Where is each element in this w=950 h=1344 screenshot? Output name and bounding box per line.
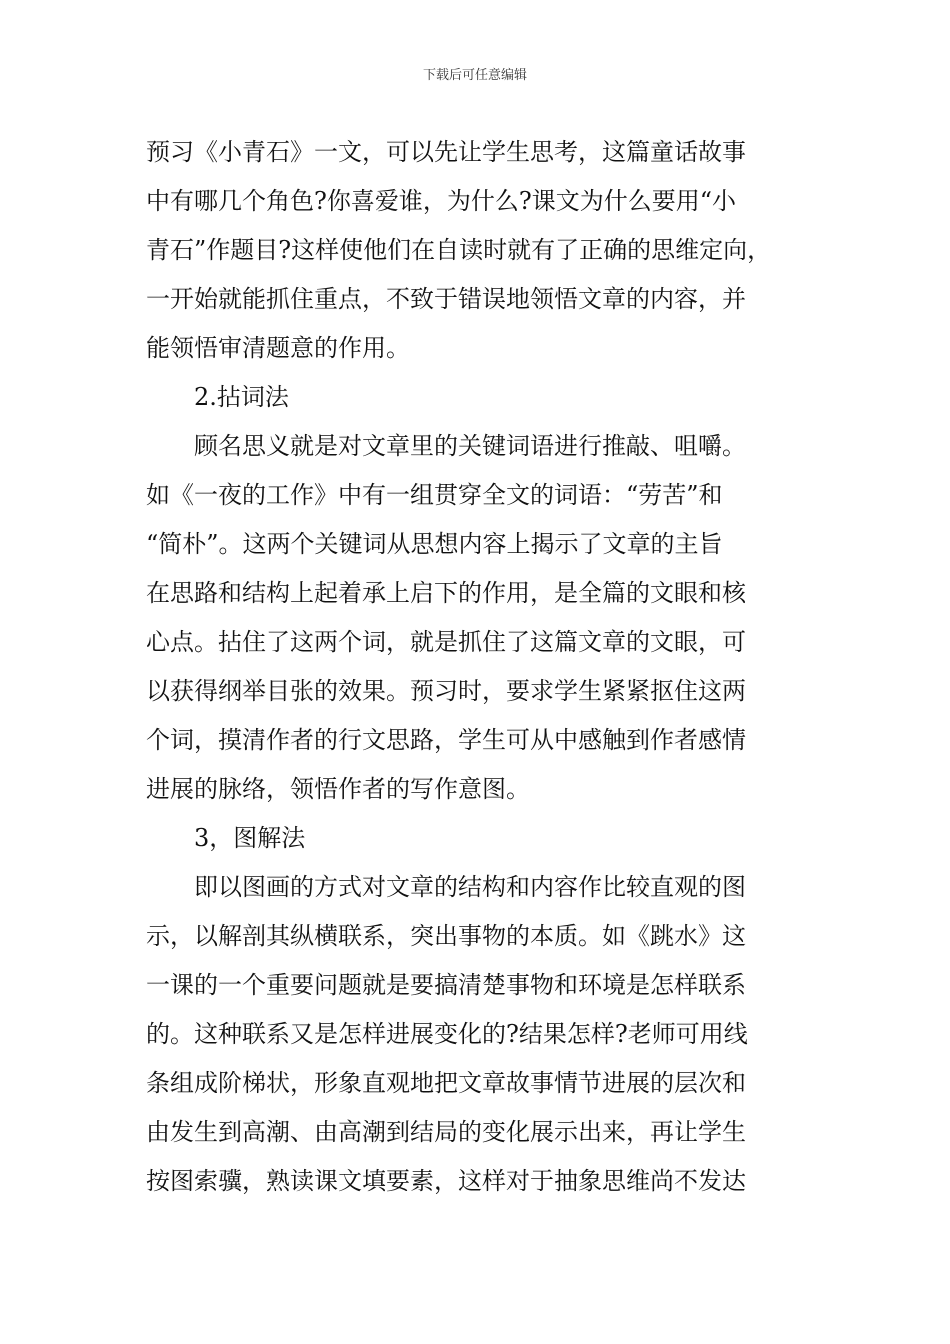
text-line: 条组成阶梯状，形象直观地把文章故事情节进展的层次和 (146, 1069, 746, 1097)
text-line: 青石”作题目?这样使他们在自读时就有了正确的思维定向， (146, 236, 772, 264)
text-line: 顾名思义就是对文章里的关键词语进行推敲、咀嚼。 (194, 432, 746, 460)
text-line: “简朴”。这两个关键词从思想内容上揭示了文章的主旨 (146, 530, 723, 558)
text-line: 由发生到高潮、由高潮到结局的变化展示出来，再让学生 (146, 1118, 746, 1146)
text-line: 个词，摸清作者的行文思路，学生可从中感触到作者感情 (146, 726, 746, 754)
section-heading-3: 3，图解法 (194, 824, 306, 852)
text-line: 按图索骥，熟读课文填要素，这样对于抽象思维尚不发达 (146, 1167, 746, 1195)
section-heading-2: 2.拈词法 (194, 383, 289, 411)
text-line: 中有哪几个角色?你喜爱谁，为什么?课文为什么要用“小 (146, 187, 737, 215)
text-line: 以获得纲举目张的效果。预习时，要求学生紧紧抠住这两 (146, 677, 746, 705)
text-line: 能领悟审清题意的作用。 (146, 334, 410, 362)
page-header: 下载后可任意编辑 (422, 68, 527, 83)
text-line: 在思路和结构上起着承上启下的作用，是全篇的文眼和核 (146, 579, 746, 607)
text-line: 如《一夜的工作》中有一组贯穿全文的词语：“劳苦”和 (146, 481, 723, 509)
text-line: 预习《小青石》一文，可以先让学生思考，这篇童话故事 (146, 138, 746, 166)
text-line: 一课的一个重要问题就是要搞清楚事物和环境是怎样联系 (146, 971, 746, 999)
document-body (146, 128, 808, 1206)
text-line: 的。这种联系又是怎样进展变化的?结果怎样?老师可用线 (146, 1020, 748, 1048)
text-line: 进展的脉络，领悟作者的写作意图。 (146, 775, 530, 803)
text-line: 一开始就能抓住重点，不致于错误地领悟文章的内容，并 (146, 285, 746, 313)
text-line: 即以图画的方式对文章的结构和内容作比较直观的图 (194, 873, 746, 901)
text-line: 示，以解剖其纵横联系，突出事物的本质。如《跳水》这 (146, 922, 746, 950)
text-line: 心点。拈住了这两个词，就是抓住了这篇文章的文眼，可 (146, 628, 746, 656)
